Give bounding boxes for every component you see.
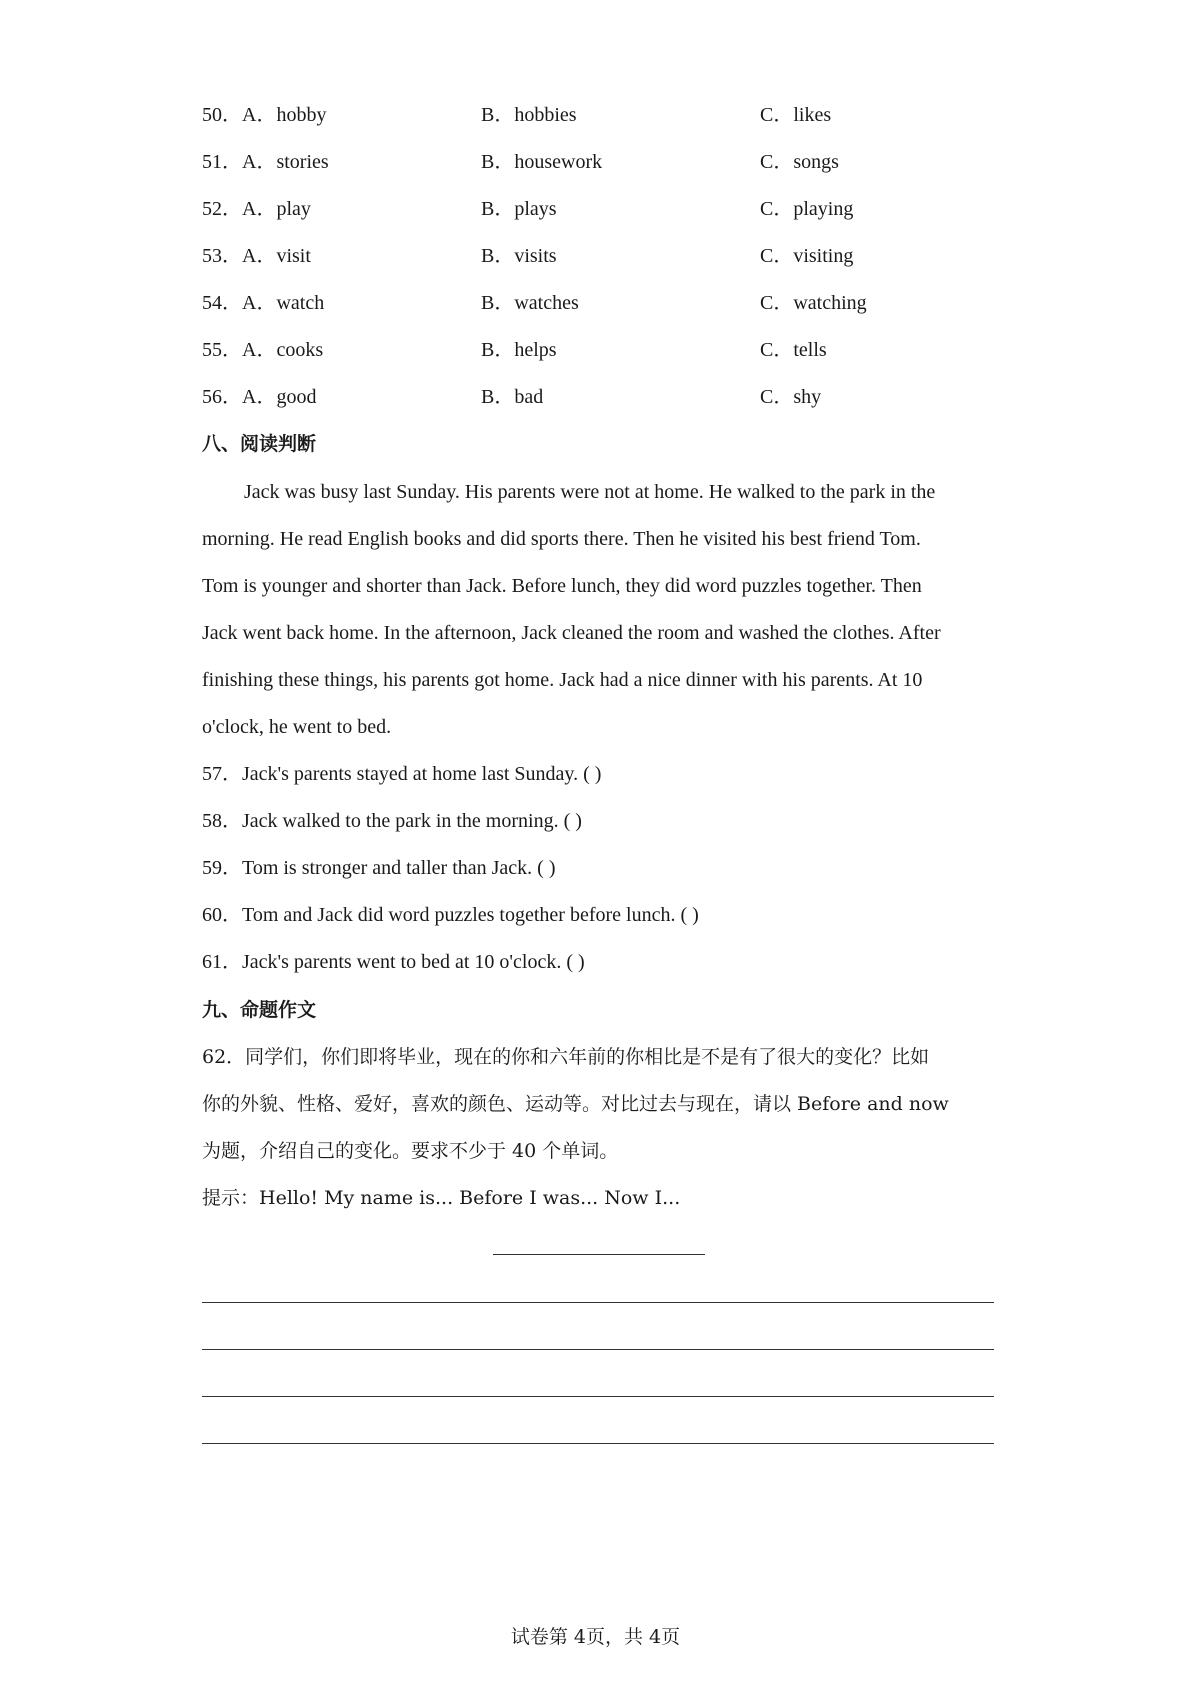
question-57: 57．Jack's parents stayed at home last Sunday. ( ) bbox=[202, 763, 602, 785]
question-58: 58．Jack walked to the park in the morning. ( ) bbox=[202, 810, 582, 832]
option-row-52-c: C．playing bbox=[760, 198, 854, 220]
answer-line[interactable] bbox=[202, 1443, 994, 1444]
option-row-53-b: B．visits bbox=[481, 245, 557, 267]
option-row-50-a: 50．A．hobby bbox=[202, 104, 327, 126]
option-row-53-c: C．visiting bbox=[760, 245, 854, 267]
prompt-line: 你的外貌、性格、爱好，喜欢的颜色、运动等。对比过去与现在，请以 Before and now bbox=[202, 1093, 949, 1115]
section-8-title: 八、阅读判断 bbox=[202, 433, 317, 455]
option-row-50-b: B．hobbies bbox=[481, 104, 577, 126]
passage-line: morning. He read English books and did sports there. Then he visited his best friend Tom. bbox=[202, 528, 921, 550]
question-61: 61．Jack's parents went to bed at 10 o'clock. ( ) bbox=[202, 951, 585, 973]
option-row-51-a: 51．A．stories bbox=[202, 151, 329, 173]
option-row-56-a: 56．A．good bbox=[202, 386, 317, 408]
option-row-55-c: C．tells bbox=[760, 339, 827, 361]
option-row-55-a: 55．A．cooks bbox=[202, 339, 324, 361]
answer-line[interactable] bbox=[202, 1302, 994, 1303]
prompt-line: 62．同学们，你们即将毕业，现在的你和六年前的你相比是不是有了很大的变化？比如 bbox=[202, 1046, 930, 1068]
option-row-51-b: B．housework bbox=[481, 151, 603, 173]
option-row-54-b: B．watches bbox=[481, 292, 579, 314]
option-row-52-a: 52．A．play bbox=[202, 198, 311, 220]
passage-line: finishing these things, his parents got home. Jack had a nice dinner with his parents. At 10 bbox=[202, 669, 923, 691]
option-row-55-b: B．helps bbox=[481, 339, 557, 361]
passage-line: Jack went back home. In the afternoon, Jack cleaned the room and washed the clothes. After bbox=[202, 622, 941, 644]
title-answer-line[interactable] bbox=[493, 1254, 705, 1255]
passage-line: o'clock, he went to bed. bbox=[202, 716, 392, 738]
option-row-52-b: B．plays bbox=[481, 198, 557, 220]
prompt-hint: 提示：Hello! My name is... Before I was... Now I... bbox=[202, 1187, 681, 1209]
passage-line: Jack was busy last Sunday. His parents were not at home. He walked to the park in the bbox=[244, 481, 936, 503]
prompt-line: 为题，介绍自己的变化。要求不少于 40 个单词。 bbox=[202, 1140, 619, 1162]
option-row-56-c: C．shy bbox=[760, 386, 822, 408]
answer-line[interactable] bbox=[202, 1349, 994, 1350]
option-row-54-a: 54．A．watch bbox=[202, 292, 325, 314]
question-59: 59．Tom is stronger and taller than Jack. ( ) bbox=[202, 857, 556, 879]
option-row-50-c: C．likes bbox=[760, 104, 832, 126]
option-row-51-c: C．songs bbox=[760, 151, 839, 173]
answer-line[interactable] bbox=[202, 1396, 994, 1397]
section-9-title: 九、命题作文 bbox=[202, 999, 317, 1021]
page-footer: 试卷第 4页，共 4页 bbox=[510, 1626, 681, 1648]
question-60: 60．Tom and Jack did word puzzles together before lunch. ( ) bbox=[202, 904, 699, 926]
option-row-53-a: 53．A．visit bbox=[202, 245, 311, 267]
option-row-56-b: B．bad bbox=[481, 386, 544, 408]
option-row-54-c: C．watching bbox=[760, 292, 867, 314]
passage-line: Tom is younger and shorter than Jack. Before lunch, they did word puzzles together. Then bbox=[202, 575, 922, 597]
